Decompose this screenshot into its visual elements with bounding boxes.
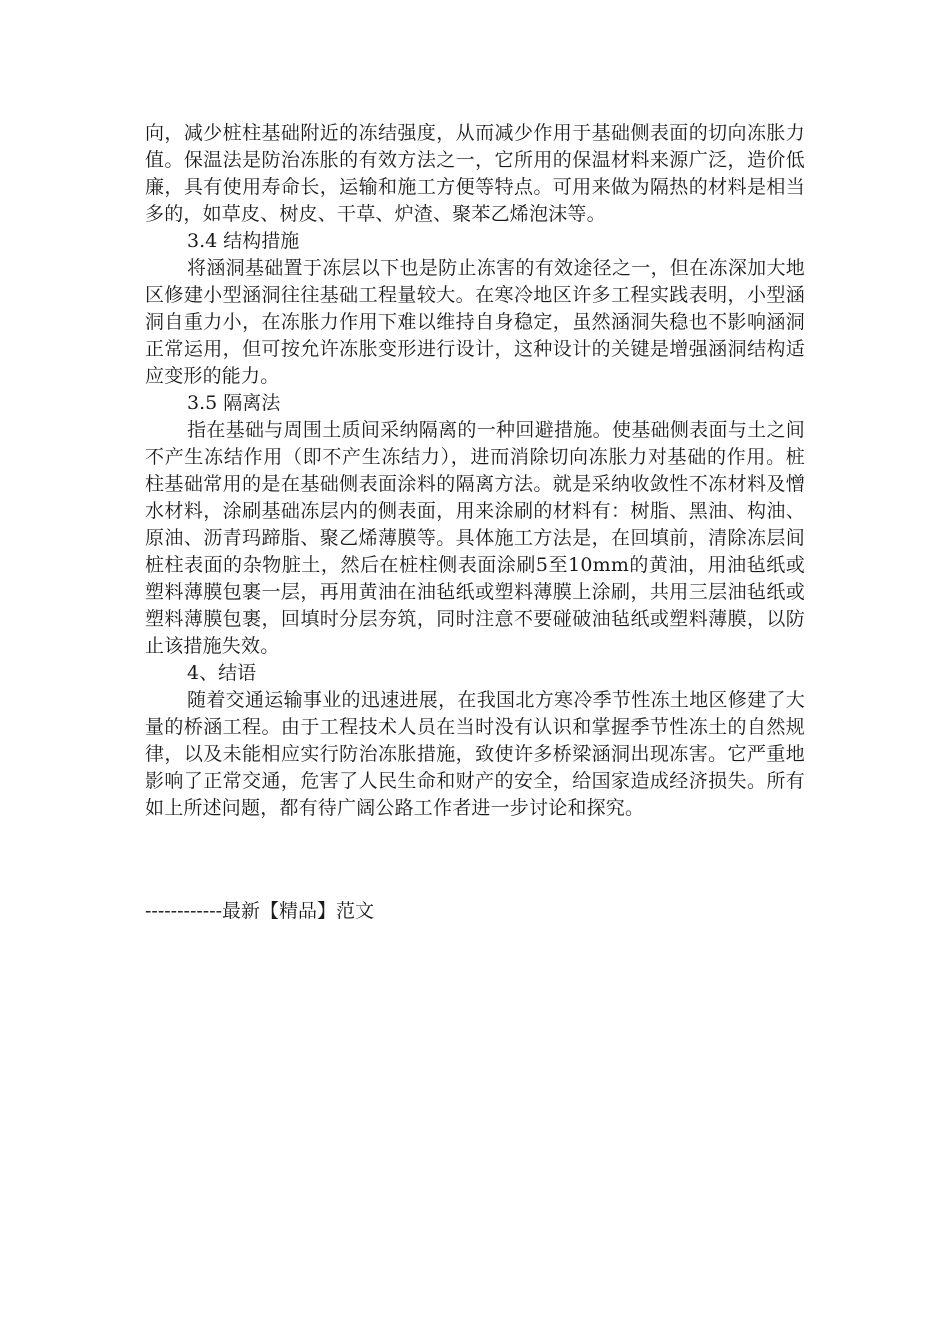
section-heading-4: 4、结语 (187, 662, 257, 684)
paragraph-conclusion: 随着交通运输事业的迅速进展，在我国北方寒冷季节性冻土地区修建了大量的桥涵工程。由于工程技术人员在当时没有认识和掌握季节性冻土的自然规律，以及未能相应实行防治冻胀措施，致使许多桥梁涵洞出现冻害。它严重地影响了正常交通，危害了人民生命和财产的安全，给国家造成经济损失。所有如上所述问题，都有待广阔公路工作者进一步讨论和探究。 (145, 689, 805, 819)
section-heading-3-5: 3.5 隔离法 (187, 392, 281, 414)
section-heading-3-4: 3.4 结构措施 (187, 230, 300, 252)
paragraph-insulation-continued: 向，减少桩柱基础附近的冻结强度，从而减少作用于基础侧表面的切向冻胀力值。保温法是防治冻胀的有效方法之一，它所用的保温材料来源广泛，造价低廉，具有使用寿命长，运输和施工方便等特点。可用来做为隔热的材料是相当多的，如草皮、树皮、干草、炉渣、聚苯乙烯泡沫等。 (145, 122, 805, 225)
document-body (145, 120, 805, 822)
page-footer: ------------最新【精品】范文 (145, 900, 375, 922)
paragraph-structural-measures: 将涵洞基础置于冻层以下也是防止冻害的有效途径之一，但在冻深加大地区修建小型涵洞往往基础工程量较大。在寒冷地区许多工程实践表明，小型涵洞自重力小，在冻胀力作用下难以维持自身稳定，虽然涵洞失稳也不影响涵洞正常运用，但可按允许冻胀变形进行设计，这种设计的关键是增强涵洞结构适应变形的能力。 (145, 257, 805, 387)
paragraph-isolation-method: 指在基础与周围土质间采纳隔离的一种回避措施。使基础侧表面与土之间不产生冻结作用（即不产生冻结力），进而消除切向冻胀力对基础的作用。桩柱基础常用的是在基础侧表面涂料的隔离方法。就是采纳收敛性不冻材料及憎水材料，涂刷基础冻层内的侧表面，用来涂刷的材料有：树脂、黑油、构油、原油、沥青玛蹄脂、聚乙烯薄膜等。具体施工方法是，在回填前，清除冻层间桩柱表面的杂物脏土，然后在桩柱侧表面涂刷5至10mm的黄油，用油毡纸或塑料薄膜包裹一层，再用黄油在油毡纸或塑料薄膜上涂刷，共用三层油毡纸或塑料薄膜包裹，回填时分层夯筑，同时注意不要碰破油毡纸或塑料薄膜，以防止该措施失效。 (145, 419, 805, 657)
